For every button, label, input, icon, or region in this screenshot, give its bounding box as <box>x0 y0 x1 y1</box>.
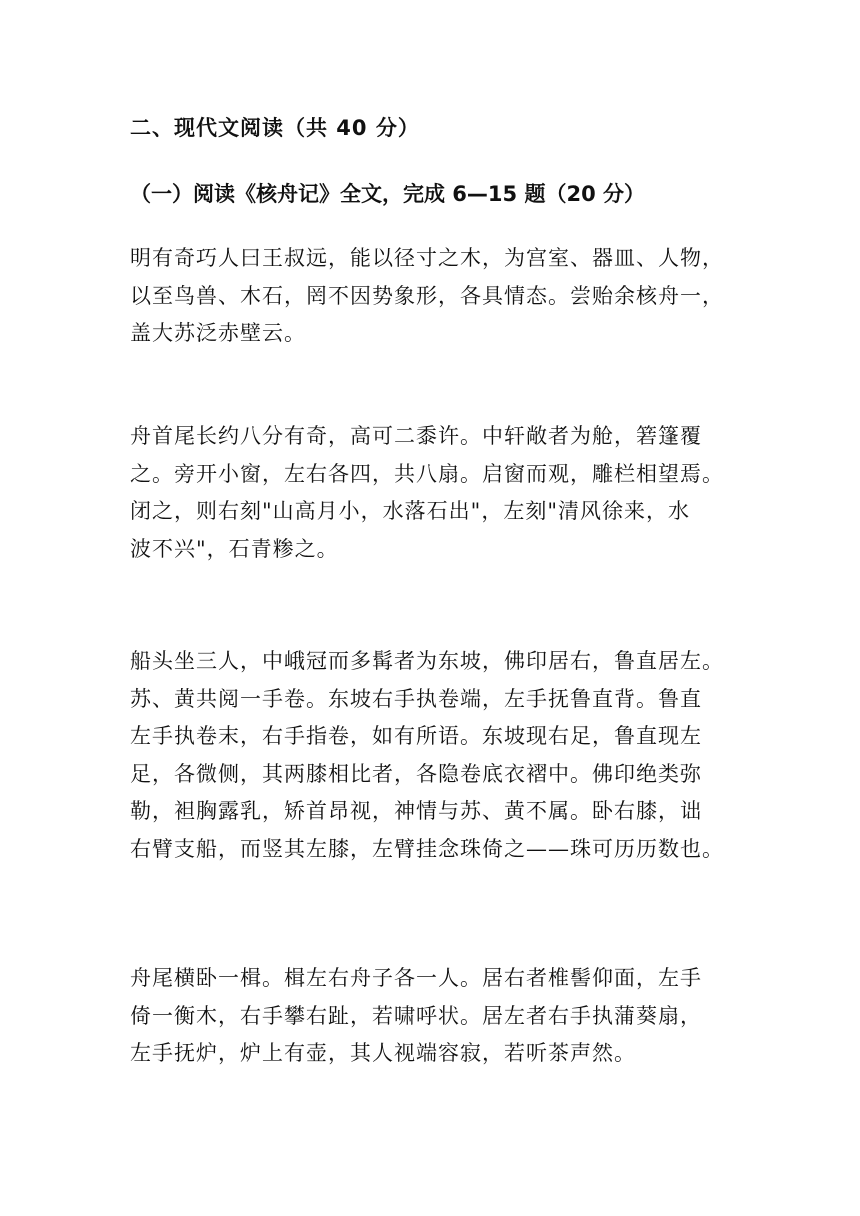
paragraph-line: 舟首尾长约八分有奇，高可二黍许。中轩敞者为舱，箬篷覆 <box>130 424 702 448</box>
paragraph-3 <box>130 643 730 868</box>
paragraph-2 <box>130 418 730 568</box>
paragraph-line: 左手抚炉，炉上有壶，其人视端容寂，若听茶声然。 <box>130 1041 636 1065</box>
paragraph-line: 以至鸟兽、木石，罔不因势象形，各具情态。尝贻余核舟一， <box>130 283 724 308</box>
paragraph-line: 之。旁开小窗，左右各四，共八扇。启窗而观，雕栏相望焉。 <box>130 461 724 486</box>
paragraph-line: 闭之，则右刻"山高月小，水落石出"，左刻"清风徐来，水 <box>130 499 690 523</box>
paragraph-line: 苏、黄共阅一手卷。东坡右手执卷端，左手抚鲁直背。鲁直 <box>130 686 702 711</box>
paragraph-line: 波不兴"，石青糁之。 <box>130 536 339 561</box>
paragraph-line: 明有奇巧人曰王叔远，能以径寸之木，为宫室、器皿、人物， <box>130 246 724 270</box>
paragraph-4 <box>130 960 730 1073</box>
paragraph-line: 倚一衡木，右手攀右趾，若啸呼状。居左者右手执蒲葵扇， <box>130 1003 702 1028</box>
paragraph-line: 舟尾横卧一楫。楫左右舟子各一人。居右者椎髻仰面，左手 <box>130 966 702 990</box>
paragraph-line: 足，各微侧，其两膝相比者，各隐卷底衣褶中。佛印绝类弥 <box>130 761 702 786</box>
question-group-title: （一）阅读《核舟记》全文，完成 6—15 题（20 分） <box>130 182 645 206</box>
paragraph-line: 勒，袒胸露乳，矫首昂视，神情与苏、黄不属。卧右膝，诎 <box>130 799 702 823</box>
paragraph-1 <box>130 240 730 353</box>
paragraph-line: 船头坐三人，中峨冠而多髯者为东坡，佛印居右，鲁直居左。 <box>130 649 724 673</box>
paragraph-line: 左手执卷末，右手指卷，如有所语。东坡现右足，鲁直现左 <box>130 724 702 748</box>
paragraph-line: 盖大苏泛赤壁云。 <box>130 321 306 345</box>
section-title: 二、现代文阅读（共 40 分） <box>130 116 420 140</box>
paragraph-line: 右臂支船，而竖其左膝，左臂挂念珠倚之——珠可历历数也。 <box>130 836 724 861</box>
